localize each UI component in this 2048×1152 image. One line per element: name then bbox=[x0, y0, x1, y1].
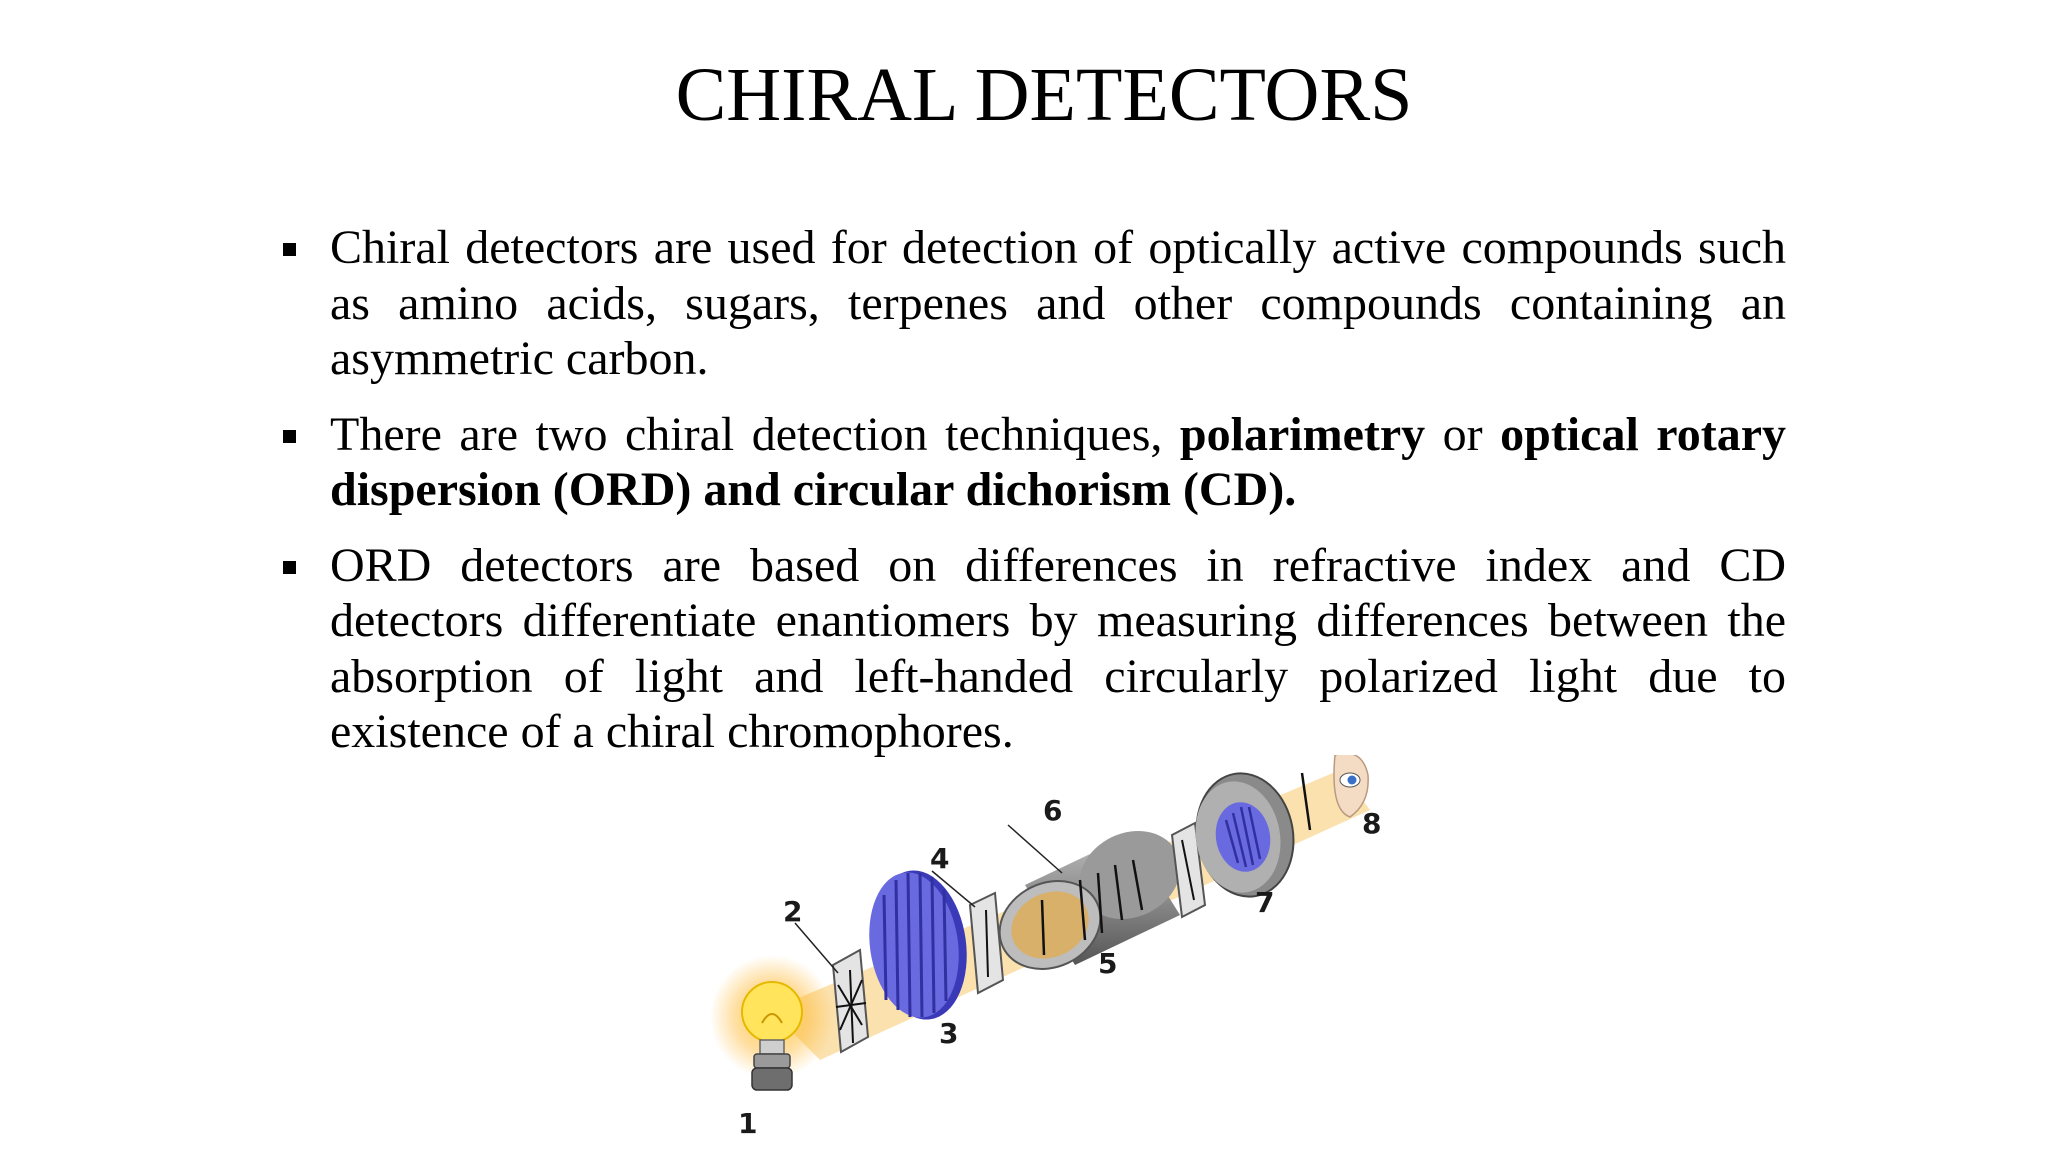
bullet-list bbox=[330, 220, 1786, 780]
component-label-1: 1 bbox=[738, 1107, 758, 1140]
bullet-text: Chiral detectors are used for detection of optically active compounds such as amino acids, sugars, terpenes and other compounds containing an asymmetric carbon. bbox=[330, 221, 1786, 385]
slide-title: CHIRAL DETECTORS bbox=[675, 53, 1413, 137]
component-label-4: 4 bbox=[930, 842, 950, 875]
bullet-item-ord-cd bbox=[330, 538, 1786, 760]
bullet-text: ORD detectors are based on differences in refractive index and CD detectors differentiate enantiomers by measuring differences between the absorption of light and left-handed circularly polarized light due to existence of a chiral chromophores. bbox=[330, 538, 1786, 758]
component-label-2: 2 bbox=[783, 895, 803, 928]
bullet-text-segment: There are two chiral detection techniques, bbox=[330, 407, 1180, 461]
bullet-item-techniques bbox=[330, 407, 1786, 518]
component-label-7: 7 bbox=[1255, 886, 1275, 919]
bullet-text-segment: or bbox=[1425, 407, 1501, 461]
leader-line-6 bbox=[1008, 825, 1062, 873]
component-label-6: 6 bbox=[1043, 794, 1063, 827]
sample-tube bbox=[985, 815, 1195, 985]
polarimeter-diagram bbox=[690, 755, 1410, 1145]
component-label-8: 8 bbox=[1362, 807, 1382, 840]
component-label-5: 5 bbox=[1098, 947, 1118, 980]
term-polarimetry: polarimetry bbox=[1179, 407, 1426, 461]
bullet-item-chiral-detectors bbox=[330, 220, 1786, 387]
term-ord-cd: optical rotary dispersion (ORD) and circular dichorism (CD). bbox=[330, 407, 1786, 516]
component-label-3: 3 bbox=[939, 1017, 959, 1050]
